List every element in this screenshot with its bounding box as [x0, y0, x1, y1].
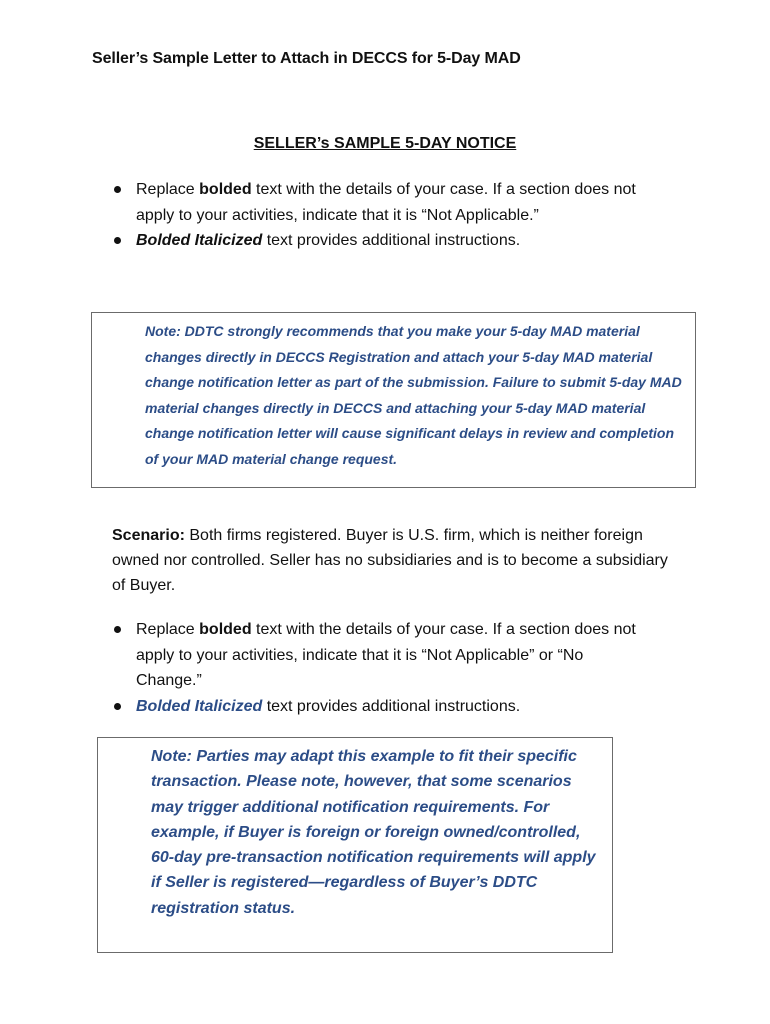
instruction-prefix: Replace — [136, 181, 200, 198]
document-title: Seller’s Sample Letter to Attach in DECCS for 5-Day MAD — [92, 50, 521, 67]
instruction-suffix: text with the details of your case. If a section does not apply to your activities, indicate that it is “Not Applicable.” — [136, 181, 636, 224]
instruction-item-italic — [112, 228, 652, 254]
instruction-item-italic-2 — [112, 694, 652, 720]
instruction-list — [112, 177, 652, 254]
instruction-list-2 — [112, 617, 652, 719]
note-box-ddtc — [91, 312, 696, 488]
instruction-bold-word: bolded — [199, 621, 252, 638]
instruction-item-replace — [112, 177, 652, 228]
note-text-ddtc: Note: DDTC strongly recommends that you make your 5-day MAD material changes directly in DECCS Registration and attach your 5-day MAD material change notification letter as part of the submission. Failure to submit 5-day MAD material changes directly in DECCS and attaching your 5-day MAD material change notification letter will cause significant delays in review and completion of your MAD material change request. — [145, 323, 682, 467]
instruction-emphasis: Bolded Italicized — [136, 697, 263, 715]
notice-title: SELLER’s SAMPLE 5-DAY NOTICE — [253, 135, 517, 152]
note-text-parties: Note: Parties may adapt this example to fit their specific transaction. Please note, however, that some scenarios may trigger additional notification requirements. For example, if Buyer is foreign or foreign owned/controlled, 60-day pre-transaction notification requirements will apply if Seller is registered—regardless of Buyer’s DDTC registration status. — [151, 748, 596, 917]
instruction-suffix: text provides additional instructions. — [262, 232, 521, 249]
scenario-text: Both firms registered. Buyer is U.S. firm, which is neither foreign owned nor controlled. Seller has no subsidiaries and is to become a subsidiary of Buyer. — [112, 527, 668, 594]
note-box-parties — [97, 737, 613, 953]
scenario-label: Scenario: — [112, 527, 185, 544]
instruction-bold-word: bolded — [199, 181, 252, 198]
instruction-prefix: Replace — [136, 621, 200, 638]
instruction-suffix: text with the details of your case. If a section does not apply to your activities, indicate that it is “Not Applicable” or “No Change.” — [136, 621, 636, 689]
instruction-emphasis: Bolded Italicized — [136, 232, 263, 249]
scenario-paragraph — [112, 523, 672, 598]
instruction-item-replace-2 — [112, 617, 652, 694]
instruction-suffix: text provides additional instructions. — [262, 697, 521, 715]
